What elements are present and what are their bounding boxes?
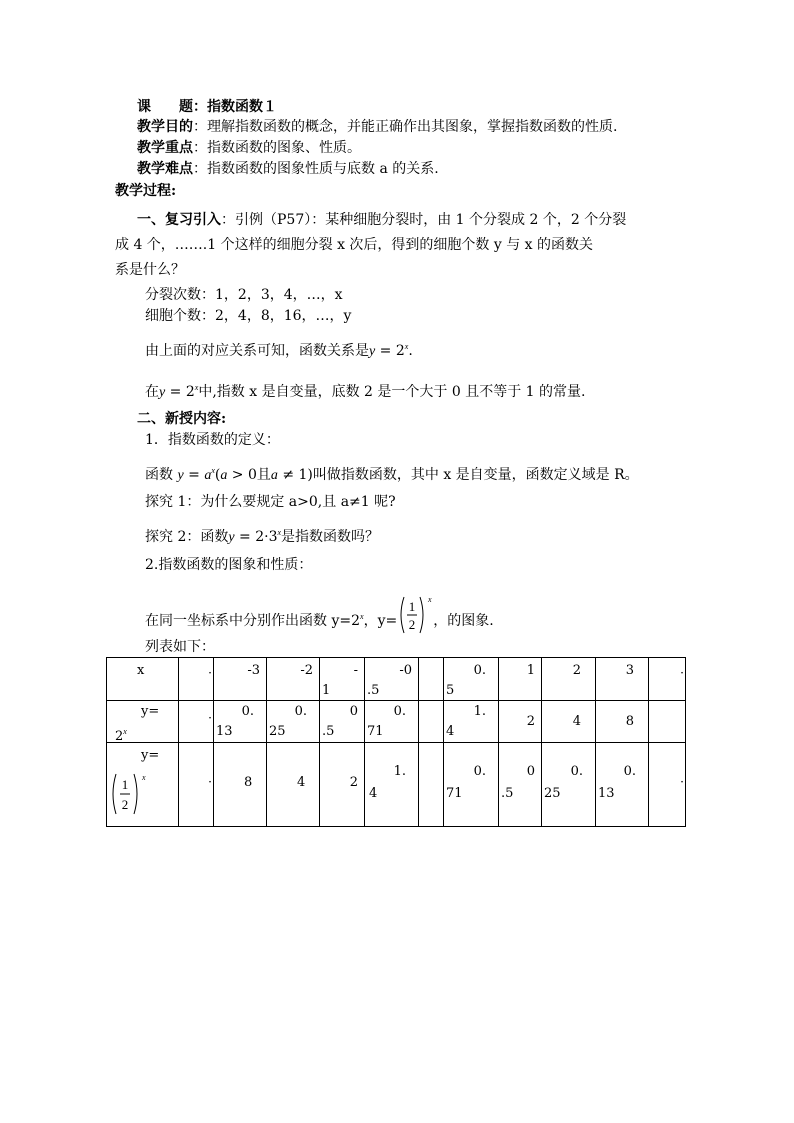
half-power-x-svg	[397, 594, 433, 636]
table-cell: 4	[267, 743, 320, 827]
table-cell: - 1	[320, 658, 365, 701]
svg-text:x: x	[142, 773, 146, 782]
topic-value: 指数函数１	[207, 99, 277, 115]
table-cell: 8	[214, 743, 267, 827]
row-label-y2: y= 1 2 x	[107, 743, 179, 827]
explore-2: 探究 2：函数$y = 2\cdot 3^x$是指数函数吗？	[145, 528, 380, 545]
table-cell: 1	[499, 658, 542, 701]
explain-line: 在$y = 2^x$中,指数 x 是自变量，底数 2 是一个大于 0 且不等于 1 的常量.	[145, 383, 586, 400]
svg-text:2: 2	[121, 797, 129, 812]
table-cell: 0. 13	[214, 701, 267, 743]
table-cell: 0. 25	[542, 743, 596, 827]
draw-prefix: 在同一坐标系中分别作出函数 y=	[145, 613, 352, 629]
svg-text:1: 1	[408, 599, 416, 614]
relation-text: 由上面的对应关系可知，函数关系是	[145, 343, 369, 359]
explore-2-prefix: 探究 2：函数	[145, 529, 229, 545]
table-cell: 0 .5	[320, 701, 365, 743]
table-cell: 0. 13	[596, 743, 649, 827]
half-fraction-formula	[397, 594, 433, 644]
process-title: 教学过程:	[115, 183, 177, 199]
table-cell: 2	[542, 658, 596, 701]
table-cell: 4	[542, 701, 596, 743]
focus-line	[137, 138, 361, 158]
review-line-1-text: ：引例（P57）：某种细胞分裂时，由 1 个分裂成 2 个，2 个分裂	[221, 212, 627, 228]
explain-prefix: 在	[145, 384, 159, 400]
formula-y-2x: y	[369, 344, 376, 359]
definition-prefix: 函数	[145, 467, 173, 483]
half-power-x-label-svg	[109, 771, 149, 817]
table-cell: 1. 4	[365, 743, 419, 827]
draw-line: 在同一坐标系中分别作出函数 $y=2^x$，y= 1 2 x ，的图象.	[145, 596, 494, 646]
goal-value: ：理解指数函数的概念，并能正确作出其图象，掌握指数函数的性质.	[193, 119, 618, 135]
graph-property-item: 2.指数函数的图象和性质：	[145, 557, 313, 573]
definition-condition: 且	[256, 467, 271, 483]
table-cell: 0. 71	[444, 743, 499, 827]
row-label-x: x	[107, 658, 179, 701]
explore-1: 探究 1：为什么要规定 a>0,且 a≠1 呢?	[145, 494, 396, 510]
definition-item: 1．指数函数的定义：	[145, 432, 280, 448]
draw-mid: ，y=	[363, 613, 398, 629]
table-cell: 0. 71	[365, 701, 419, 743]
table-cell: 2	[320, 743, 365, 827]
cell-count-row: 细胞个数：2，4，8，16，…，y	[145, 308, 352, 324]
svg-text:2: 2	[408, 617, 416, 632]
table-cell: 0 .5	[499, 743, 542, 827]
row-label-y1: y= $2^x$	[107, 701, 179, 743]
difficulty-label: 教学难点	[137, 161, 193, 177]
new-content-heading: 二、新授内容:	[137, 411, 227, 427]
table-cell: -0 .5	[365, 658, 419, 701]
difficulty-value: ：指数函数的图象性质与底数 a 的关系.	[193, 161, 439, 177]
explore-2-rest: 是指数函数吗？	[281, 529, 380, 545]
table-cell: 2	[499, 701, 542, 743]
review-line-3: 系是什么？	[115, 262, 185, 278]
goal-label: 教学目的	[137, 119, 193, 135]
draw-suffix: ，的图象.	[433, 613, 494, 629]
review-line-2: 成 4 个，…….1 个这样的细胞分裂 x 次后，得到的细胞个数 y 与 x 的函数关	[115, 237, 594, 253]
definition-rest: 叫做指数函数，其中 x 是自变量，函数定义域是 R。	[312, 467, 639, 483]
table-cell: 8	[596, 701, 649, 743]
topic-label: 课 题：	[137, 99, 207, 115]
table-cell: 0. 5	[444, 658, 499, 701]
svg-text:1: 1	[121, 777, 129, 792]
table-cell: -3	[214, 658, 267, 701]
goal-line	[137, 117, 617, 137]
table-row-x: x · -3 -2 - 1 -0 .5 0. 5 1 2 3 ·	[107, 658, 686, 701]
value-table	[106, 657, 686, 827]
explain-rest: 中,指数 x 是自变量，底数 2 是一个大于 0 且不等于 1 的常量.	[198, 384, 586, 400]
svg-text:x: x	[428, 595, 432, 604]
table-cell: 3	[596, 658, 649, 701]
table-row-y1: y= $2^x$ · 0. 13 0. 25 0 .5 0. 71 1. 4 2 4 8	[107, 701, 686, 743]
review-line-1	[137, 210, 626, 230]
topic-line	[137, 97, 277, 117]
difficulty-line	[137, 159, 439, 179]
definition-line: 函数 $y = a^x(a > 0$且a ≠ 1)叫做指数函数，其中 x 是自变量，函数定义域是 R。	[145, 466, 639, 483]
table-intro: 列表如下：	[145, 639, 215, 655]
review-heading: 一、复习引入	[137, 212, 221, 228]
table-row-y2: y= 1 2 x · 8 4 2 1. 4 0. 71 0 .5 0. 25 0. 13 ·	[107, 743, 686, 827]
table-cell: 0. 25	[267, 701, 320, 743]
focus-value: ：指数函数的图象、性质。	[193, 140, 361, 156]
table-cell: 1. 4	[444, 701, 499, 743]
split-count-row: 分裂次数：1，2，3，4，…，x	[145, 287, 343, 303]
focus-label: 教学重点	[137, 140, 193, 156]
relation-line: 由上面的对应关系可知，函数关系是$y = 2^x$.	[145, 342, 413, 359]
table-cell: -2	[267, 658, 320, 701]
